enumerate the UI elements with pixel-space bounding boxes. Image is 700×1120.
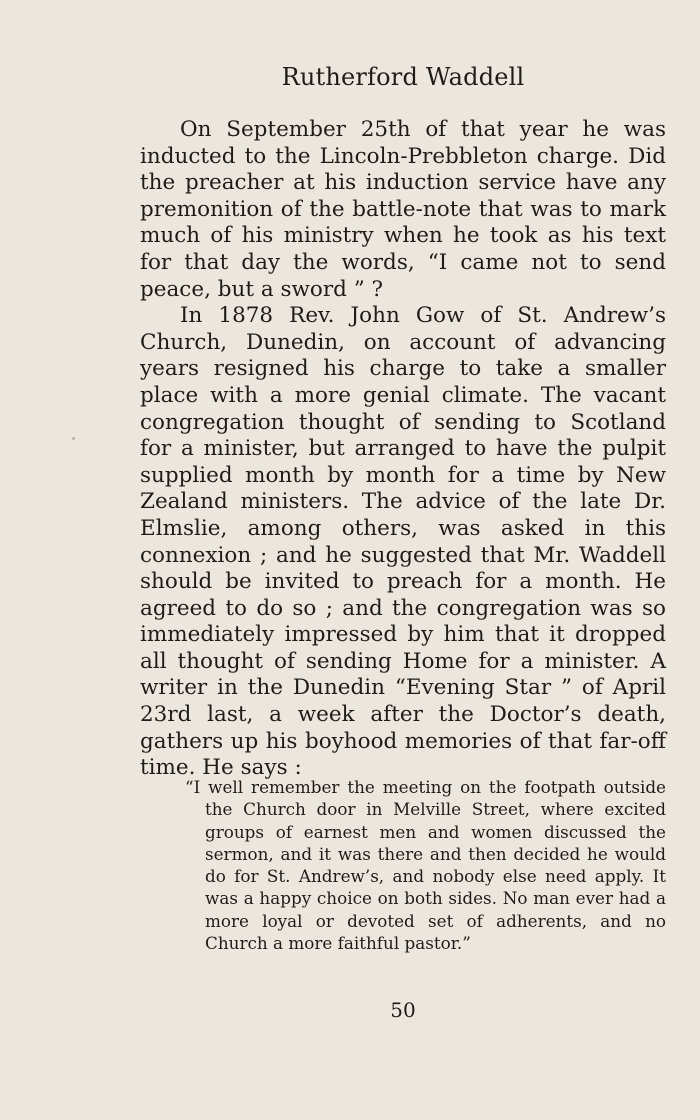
page-number: 50 (390, 998, 416, 1022)
quote-text: “I well remember the meeting on the footpath outside the Church door in Melville Street, where excited groups of earnest men and women discussed the sermon, and it was there and then decided he would do for St. Andrew’s, and nobody else need apply. It was a happy choice on both sides. No man ever had a more loyal or devoted set of adherents, and no Church a more faithful pastor.” (185, 777, 666, 954)
paragraph-2: In 1878 Rev. John Gow of St. Andrew’s Church, Dunedin, on account of advancing years resigned his charge to take a smaller place with a more genial climate. The vacant congregation thought of sending to Scotland for a minister, but arranged to have the pulpit supplied month by month for a time by New Zealand ministers. The advice of the late Dr. Elmslie, among others, was asked in this connexion ; and he suggested that Mr. Waddell should be invited to preach for a month. He agreed to do so ; and the congregation was so immediately impressed by him that it dropped all thought of sending Home for a minister. A writer in the Dunedin “Evening Star ” of April 23rd last, a week after the Doctor’s death, gathers up his boyhood memories of that far-off time. He says : (140, 303, 666, 781)
running-head: Rutherford Waddell (281, 63, 525, 91)
paper-speck (72, 437, 75, 440)
paragraph-1: On September 25th of that year he was inducted to the Lincoln-Prebbleton charge. Did the preacher at his induction service have any premonition of the battle-note that was to mark much of his ministry when he took as his text for that day the words, “I came not to send peace, but a sword ” ? (140, 117, 666, 302)
body-text (140, 117, 666, 782)
block-quote (160, 776, 666, 954)
